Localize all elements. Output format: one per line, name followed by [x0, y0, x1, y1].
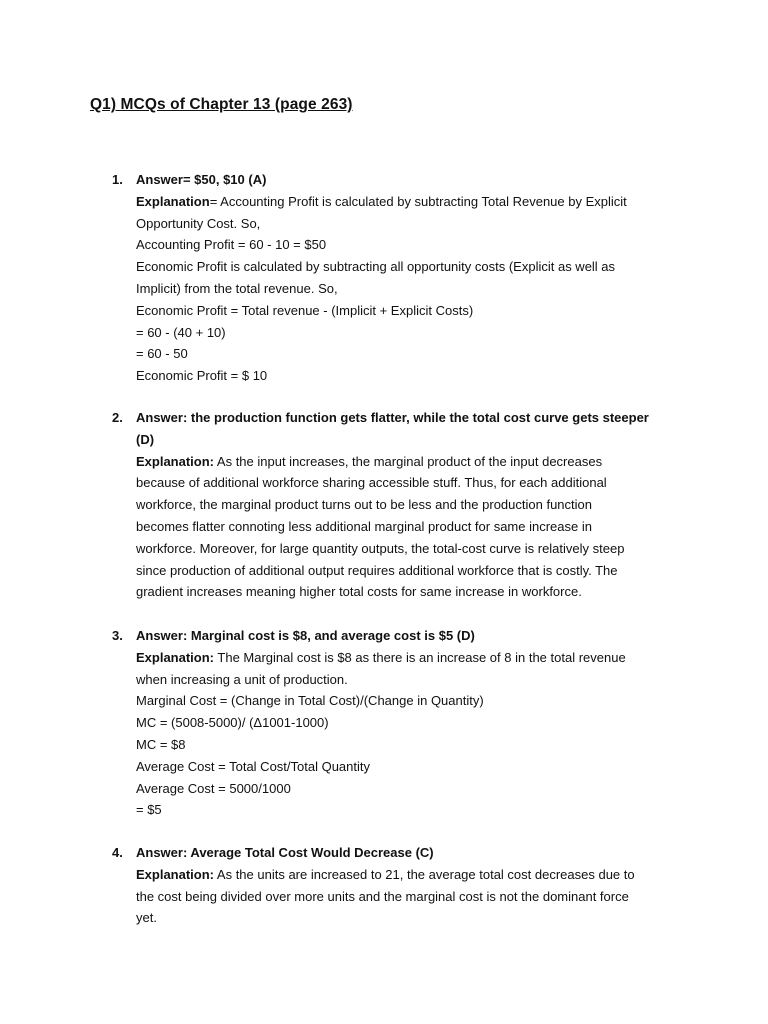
- item-body: [136, 169, 676, 387]
- line-text: when increasing a unit of production.: [136, 671, 348, 687]
- line-text: The Marginal cost is $8 as there is an increase of 8 in the total revenue: [214, 649, 626, 665]
- text-line: [136, 451, 676, 473]
- page-title: Q1) MCQs of Chapter 13 (page 263): [90, 96, 353, 113]
- line-text: gradient increases meaning higher total costs for same increase in workforce.: [136, 584, 582, 600]
- text-line: [136, 647, 676, 669]
- item-number: 2.: [112, 410, 123, 425]
- text-line: [136, 734, 676, 756]
- item-number: 3.: [112, 628, 123, 643]
- line-text: Marginal Cost = (Change in Total Cost)/(Change in Quantity): [136, 693, 484, 709]
- text-line: [136, 690, 676, 712]
- line-text: Average Cost = Total Cost/Total Quantity: [136, 758, 371, 774]
- item-body: [136, 625, 676, 821]
- line-text: = $5: [136, 802, 162, 818]
- line-text: Economic Profit = Total revenue - (Implicit + Explicit Costs): [136, 302, 474, 318]
- text-line: [136, 886, 676, 908]
- text-line: [136, 799, 676, 821]
- text-line: [136, 278, 676, 300]
- text-line: [136, 581, 676, 603]
- line-text: = 60 - (40 + 10): [136, 324, 226, 340]
- bold-label: Explanation:: [136, 866, 215, 882]
- line-text: As the units are increased to 21, the average total cost decreases due to: [214, 866, 635, 882]
- bold-label: Answer= $50, $10 (A): [136, 172, 267, 187]
- bold-label: Answer: Marginal cost is $8, and average cost is $5 (D): [136, 628, 475, 643]
- text-line: [136, 494, 676, 516]
- bold-label: Explanation:: [136, 453, 215, 469]
- text-line: [136, 625, 676, 647]
- line-text: becomes flatter connoting less additional marginal product for same increase in: [136, 518, 592, 534]
- text-line: [136, 322, 676, 344]
- line-text: workforce, the marginal product turns out to be less and the production function: [136, 497, 592, 513]
- line-text: Accounting Profit = 60 - 10 = $50: [136, 237, 327, 253]
- text-line: [136, 213, 676, 235]
- item-number: 1.: [112, 172, 123, 187]
- line-text: = 60 - 50: [136, 346, 188, 362]
- line-text: Economic Profit = $ 10: [136, 368, 268, 384]
- bold-label: Explanation: [136, 193, 210, 209]
- text-line: [136, 191, 676, 213]
- line-text: because of additional workforce sharing accessible stuff. Thus, for each additional: [136, 475, 607, 491]
- bold-label: Answer: the production function gets flatter, while the total cost curve gets steeper: [136, 410, 649, 425]
- text-line: [136, 669, 676, 691]
- text-line: [136, 864, 676, 886]
- line-text: = Accounting Profit is calculated by subtracting Total Revenue by Explicit: [209, 193, 627, 209]
- line-text: MC = $8: [136, 736, 186, 752]
- text-line: [136, 756, 676, 778]
- text-line: [136, 560, 676, 582]
- item-number: 4.: [112, 845, 123, 860]
- line-text: yet.: [136, 910, 157, 926]
- text-line: [136, 516, 676, 538]
- line-text: Implicit) from the total revenue. So,: [136, 280, 338, 296]
- item-body: [136, 842, 676, 929]
- line-text: As the input increases, the marginal product of the input decreases: [214, 453, 603, 469]
- bold-label: Answer: Average Total Cost Would Decrease (C): [136, 845, 434, 860]
- line-text: Average Cost = 5000/1000: [136, 780, 291, 796]
- text-line: [136, 234, 676, 256]
- text-line: [136, 907, 676, 929]
- text-line: [136, 300, 676, 322]
- bold-label: (D): [136, 431, 155, 447]
- line-text: MC = (5008-5000)/ (Δ1001-1000): [136, 715, 329, 731]
- text-line: [136, 343, 676, 365]
- text-line: [136, 365, 676, 387]
- text-line: [136, 712, 676, 734]
- line-text: Opportunity Cost. So,: [136, 215, 261, 231]
- line-text: Economic Profit is calculated by subtracting all opportunity costs (Explicit as well as: [136, 259, 616, 275]
- text-line: [136, 429, 676, 451]
- text-line: [136, 842, 676, 864]
- text-line: [136, 538, 676, 560]
- line-text: the cost being divided over more units and the marginal cost is not the dominant force: [136, 888, 629, 904]
- text-line: [136, 256, 676, 278]
- text-line: [136, 472, 676, 494]
- text-line: [136, 407, 676, 429]
- item-body: [136, 407, 676, 603]
- bold-label: Explanation:: [136, 649, 215, 665]
- line-text: workforce. Moreover, for large quantity outputs, the total-cost curve is relatively steep: [136, 540, 625, 556]
- line-text: since production of additional output requires additional workforce that is costly. The: [136, 562, 618, 578]
- text-line: [136, 778, 676, 800]
- text-line: [136, 169, 676, 191]
